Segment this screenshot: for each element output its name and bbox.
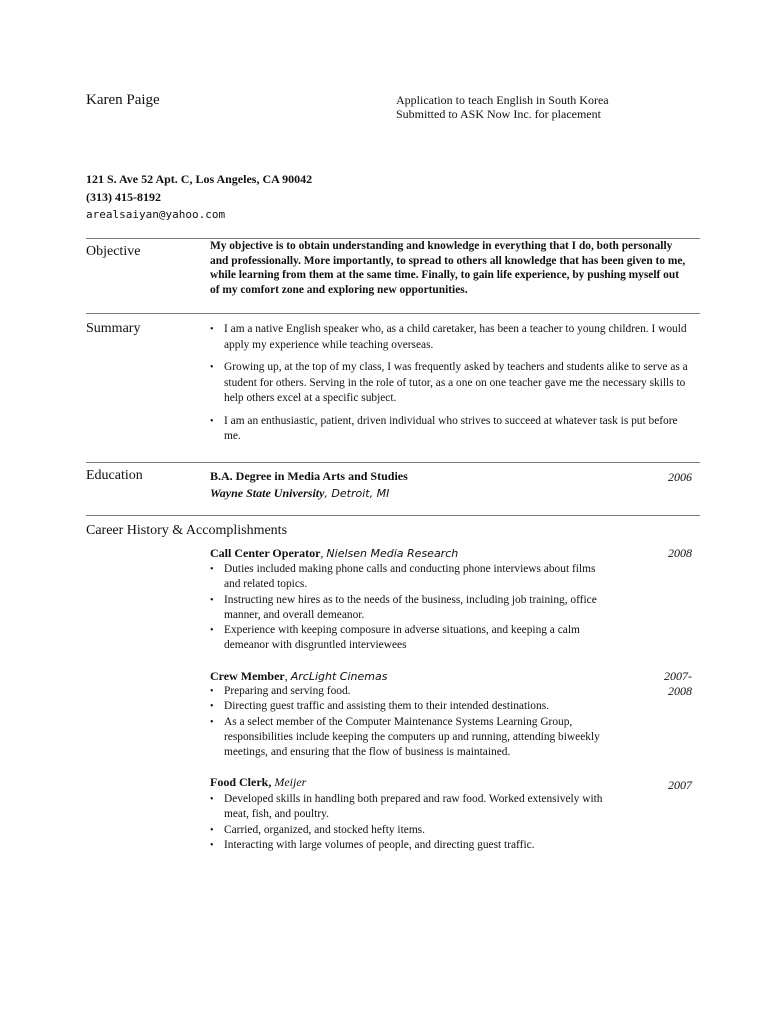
application-line-1: Application to teach English in South Korea	[396, 93, 609, 107]
job-year: 2007	[668, 778, 692, 792]
application-note	[396, 93, 609, 121]
school-location: , Detroit, MI	[324, 487, 390, 500]
address: 121 S. Ave 52 Apt. C, Los Angeles, CA 90042	[86, 172, 313, 186]
list-item	[210, 562, 610, 593]
job-year	[632, 669, 692, 699]
applicant-name: Karen Paige	[86, 92, 160, 108]
duty-text: Preparing and serving food.	[224, 685, 351, 697]
job-year: 2008	[668, 546, 692, 560]
bullet-icon: •	[210, 716, 214, 728]
bullet-icon: •	[210, 625, 214, 637]
job-duties	[210, 792, 610, 853]
job-duties	[210, 684, 610, 760]
duty-text: Experience with keeping composure in adverse situations, and keeping a calm demeanor with disgruntled interviewees	[224, 624, 580, 652]
bullet-icon: •	[210, 839, 214, 851]
duty-text: Duties included making phone calls and conducting phone interviews about films and related topics.	[224, 563, 596, 591]
duty-text: Carried, organized, and stocked hefty items.	[224, 823, 425, 836]
summary-list	[210, 322, 694, 452]
job-role: Call Center Operator	[210, 546, 321, 560]
contact-block	[86, 170, 312, 224]
school-name: Wayne State University	[210, 486, 325, 500]
list-item	[210, 823, 610, 838]
job-duties	[210, 562, 610, 654]
duty-text: Interacting with large volumes of people, and directing guest traffic.	[224, 838, 535, 851]
job-title	[210, 669, 387, 684]
list-item	[210, 593, 610, 624]
bullet-icon: •	[210, 824, 214, 836]
email: arealsaiyan@yahoo.com	[86, 208, 226, 221]
summary-item-text: Growing up, at the top of my class, I was frequently asked by teachers and students alike to serve as a student for others. Serving in the role of tutor, as a one on one teacher gave me the necessary skills to help others excel at a specific subject.	[224, 361, 688, 404]
list-item	[210, 684, 610, 699]
list-item	[210, 322, 694, 353]
bullet-icon: •	[210, 324, 214, 335]
summary-heading: Summary	[86, 321, 141, 336]
objective-heading: Objective	[86, 244, 141, 259]
summary-item-text: I am a native English speaker who, as a child caretaker, has been a teacher to young children. I would apply my experience while teaching overseas.	[224, 323, 687, 351]
bullet-icon: •	[210, 564, 214, 575]
list-item	[210, 360, 694, 407]
bullet-icon: •	[210, 686, 214, 697]
job-role: Food Clerk,	[210, 775, 272, 789]
list-item	[210, 414, 694, 445]
job-year-start: 2007-	[664, 669, 692, 683]
list-item	[210, 623, 610, 654]
divider	[86, 515, 700, 516]
bullet-icon: •	[210, 701, 214, 713]
list-item	[210, 699, 610, 714]
bullet-icon: •	[210, 362, 214, 373]
school-line	[210, 486, 389, 501]
degree: B.A. Degree in Media Arts and Studies	[210, 469, 408, 483]
job-title	[210, 546, 458, 561]
summary-item-text: I am an enthusiastic, patient, driven individual who strives to succeed at whatever task is put before me.	[224, 414, 678, 442]
bullet-icon: •	[210, 594, 214, 606]
job-company: ArcLight Cinemas	[290, 670, 388, 683]
education-heading: Education	[86, 468, 143, 483]
job-separator: ,	[320, 546, 327, 560]
list-item	[210, 838, 610, 853]
job-role: Crew Member	[210, 669, 285, 683]
education-year: 2006	[668, 470, 692, 484]
duty-text: Directing guest traffic and assisting them to their intended destinations.	[224, 700, 549, 713]
job-company: Meijer	[274, 775, 307, 789]
job-company: Nielsen Media Research	[326, 547, 459, 560]
duty-text: Instructing new hires as to the needs of the business, including job training, office manner, and overall demeanor.	[224, 593, 597, 621]
bullet-icon: •	[210, 794, 214, 805]
application-line-2: Submitted to ASK Now Inc. for placement	[396, 107, 601, 121]
job-year-end: 2008	[668, 684, 692, 698]
objective-text: My objective is to obtain understanding and knowledge in everything that I do, both personally and professionally. More importantly, to spread to others all knowledge that has been given to me, while learning from them at the same time. Finally, to gain life experience, by pushing myself out of my comfort zone and exploring new opportunities.	[210, 240, 686, 296]
list-item	[210, 792, 610, 823]
divider	[86, 462, 700, 463]
duty-text: As a select member of the Computer Maintenance Systems Learning Group, responsibilities include keeping the computers up and running, attending biweekly meetings, and ensuring that the flow of business is maintained.	[224, 715, 600, 759]
phone: (313) 415-8192	[86, 190, 161, 204]
job-separator: ,	[284, 669, 291, 683]
career-heading: Career History & Accomplishments	[86, 523, 288, 538]
divider	[86, 313, 700, 314]
list-item	[210, 715, 610, 761]
duty-text: Developed skills in handling both prepared and raw food. Worked extensively with meat, fish, and poultry.	[224, 793, 603, 821]
job-title	[210, 775, 306, 790]
bullet-icon: •	[210, 415, 214, 427]
